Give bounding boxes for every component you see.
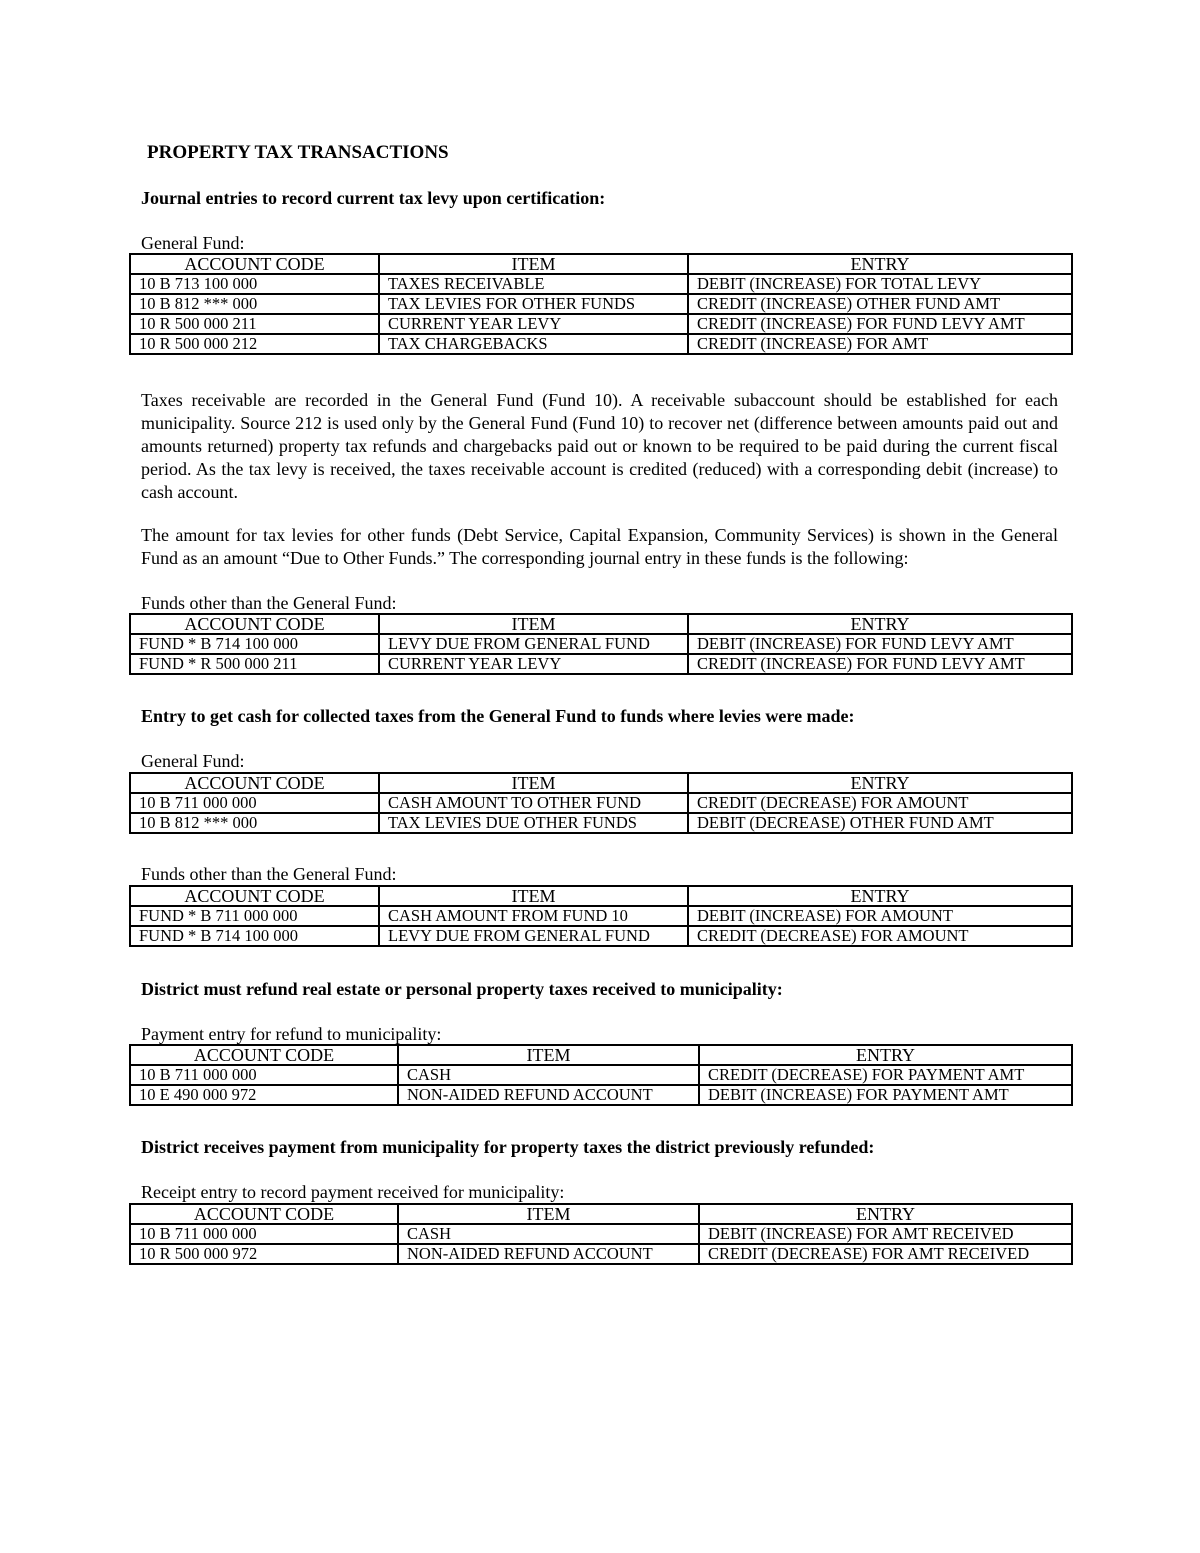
table-cell: 10 B 711 000 000 (130, 1065, 398, 1085)
table-row (130, 906, 1072, 926)
table-cell: CREDIT (DECREASE) FOR AMT RECEIVED (699, 1244, 1072, 1264)
column-header: ACCOUNT CODE (130, 886, 379, 906)
paragraph-taxes-receivable: Taxes receivable are recorded in the General Fund (Fund 10). A receivable subaccount should be established for each municipality. Source 212 is used only by the General Fund (Fund 10) to recover net (difference between amounts paid out and amounts returned) property tax refunds and chargebacks paid out or known to be required to be paid during the current fiscal period. As the tax levy is received, the taxes receivable account is credited (reduced) with a corresponding debit (increase) to cash account. (141, 390, 1058, 502)
table-cell: CASH AMOUNT FROM FUND 10 (379, 906, 688, 926)
table-cell: DEBIT (INCREASE) FOR AMT RECEIVED (699, 1224, 1072, 1244)
table-cell: 10 B 711 000 000 (130, 1224, 398, 1244)
table-row (130, 793, 1072, 813)
table-row (130, 1065, 1072, 1085)
journal-table (129, 772, 1073, 834)
journal-table (129, 1203, 1073, 1265)
journal-table (129, 1044, 1073, 1106)
table-cell: TAXES RECEIVABLE (379, 274, 688, 294)
column-header: ENTRY (688, 614, 1072, 634)
column-header: ENTRY (699, 1045, 1072, 1065)
column-header: ACCOUNT CODE (130, 1204, 398, 1224)
column-header: ITEM (398, 1204, 699, 1224)
table-cell: DEBIT (DECREASE) OTHER FUND AMT (688, 813, 1072, 833)
table-cell: FUND * B 711 000 000 (130, 906, 379, 926)
column-header: ITEM (379, 254, 688, 274)
table-cell: CREDIT (INCREASE) OTHER FUND AMT (688, 294, 1072, 314)
page-title: PROPERTY TAX TRANSACTIONS (147, 142, 449, 163)
table-cell: CREDIT (INCREASE) FOR AMT (688, 334, 1072, 354)
table-cell: CASH (398, 1224, 699, 1244)
section-heading-tax-levy: Journal entries to record current tax levy upon certification: (141, 188, 606, 208)
table-label-general-fund: General Fund: (141, 751, 245, 771)
section-heading-refund: District must refund real estate or personal property taxes received to municipality: (141, 979, 783, 999)
table-label-payment-entry: Payment entry for refund to municipality: (141, 1024, 442, 1044)
journal-table (129, 885, 1073, 947)
table-row (130, 294, 1072, 314)
table-cell: CASH (398, 1065, 699, 1085)
table-cell: 10 B 812 *** 000 (130, 294, 379, 314)
column-header: ENTRY (688, 254, 1072, 274)
table-cell: NON-AIDED REFUND ACCOUNT (398, 1244, 699, 1264)
table-row (130, 1244, 1072, 1264)
table-cell: CURRENT YEAR LEVY (379, 314, 688, 334)
column-header: ITEM (379, 773, 688, 793)
table-label-general-fund: General Fund: (141, 233, 245, 253)
table-row (130, 813, 1072, 833)
table-cell: 10 E 490 000 972 (130, 1085, 398, 1105)
journal-table (129, 253, 1073, 355)
table-cell: FUND * R 500 000 211 (130, 654, 379, 674)
column-header: ACCOUNT CODE (130, 1045, 398, 1065)
table-cell: TAX LEVIES FOR OTHER FUNDS (379, 294, 688, 314)
table-cell: CREDIT (INCREASE) FOR FUND LEVY AMT (688, 314, 1072, 334)
table-cell: TAX CHARGEBACKS (379, 334, 688, 354)
table-row (130, 274, 1072, 294)
table-cell: FUND * B 714 100 000 (130, 926, 379, 946)
table-cell: CURRENT YEAR LEVY (379, 654, 688, 674)
column-header: ACCOUNT CODE (130, 773, 379, 793)
table-cell: DEBIT (INCREASE) FOR PAYMENT AMT (699, 1085, 1072, 1105)
table-row (130, 1224, 1072, 1244)
column-header: ITEM (379, 614, 688, 634)
table-label-other-funds: Funds other than the General Fund: (141, 864, 397, 884)
table-cell: 10 R 500 000 972 (130, 1244, 398, 1264)
table-cell: 10 R 500 000 211 (130, 314, 379, 334)
table-row (130, 334, 1072, 354)
table-cell: DEBIT (INCREASE) FOR FUND LEVY AMT (688, 634, 1072, 654)
table-cell: DEBIT (INCREASE) FOR TOTAL LEVY (688, 274, 1072, 294)
table-cell: NON-AIDED REFUND ACCOUNT (398, 1085, 699, 1105)
table-cell: 10 B 812 *** 000 (130, 813, 379, 833)
table-cell: CREDIT (INCREASE) FOR FUND LEVY AMT (688, 654, 1072, 674)
table-row (130, 926, 1072, 946)
table-row (130, 314, 1072, 334)
section-heading-cash-transfer: Entry to get cash for collected taxes from the General Fund to funds where levies were made: (141, 706, 855, 726)
table-cell: TAX LEVIES DUE OTHER FUNDS (379, 813, 688, 833)
column-header: ENTRY (688, 886, 1072, 906)
section-heading-receipt: District receives payment from municipality for property taxes the district previously refunded: (141, 1137, 875, 1157)
table-cell: CASH AMOUNT TO OTHER FUND (379, 793, 688, 813)
table-cell: DEBIT (INCREASE) FOR AMOUNT (688, 906, 1072, 926)
table-cell: 10 B 711 000 000 (130, 793, 379, 813)
table-cell: 10 R 500 000 212 (130, 334, 379, 354)
paragraph-tax-levies-other-funds: The amount for tax levies for other funds (Debt Service, Capital Expansion, Community Services) is shown in the General Fund as an amount “Due to Other Funds.” The corresponding journal entry in these funds is the following: (141, 525, 1058, 568)
table-cell: CREDIT (DECREASE) FOR PAYMENT AMT (699, 1065, 1072, 1085)
table-row (130, 654, 1072, 674)
table-cell: LEVY DUE FROM GENERAL FUND (379, 926, 688, 946)
column-header: ITEM (379, 886, 688, 906)
column-header: ITEM (398, 1045, 699, 1065)
table-cell: CREDIT (DECREASE) FOR AMOUNT (688, 926, 1072, 946)
table-cell: CREDIT (DECREASE) FOR AMOUNT (688, 793, 1072, 813)
table-cell: LEVY DUE FROM GENERAL FUND (379, 634, 688, 654)
table-row (130, 1085, 1072, 1105)
table-cell: 10 B 713 100 000 (130, 274, 379, 294)
journal-table (129, 613, 1073, 675)
column-header: ENTRY (688, 773, 1072, 793)
column-header: ACCOUNT CODE (130, 614, 379, 634)
table-cell: FUND * B 714 100 000 (130, 634, 379, 654)
table-label-other-funds: Funds other than the General Fund: (141, 593, 397, 613)
column-header: ENTRY (699, 1204, 1072, 1224)
table-row (130, 634, 1072, 654)
column-header: ACCOUNT CODE (130, 254, 379, 274)
table-label-receipt-entry: Receipt entry to record payment received for municipality: (141, 1182, 565, 1202)
